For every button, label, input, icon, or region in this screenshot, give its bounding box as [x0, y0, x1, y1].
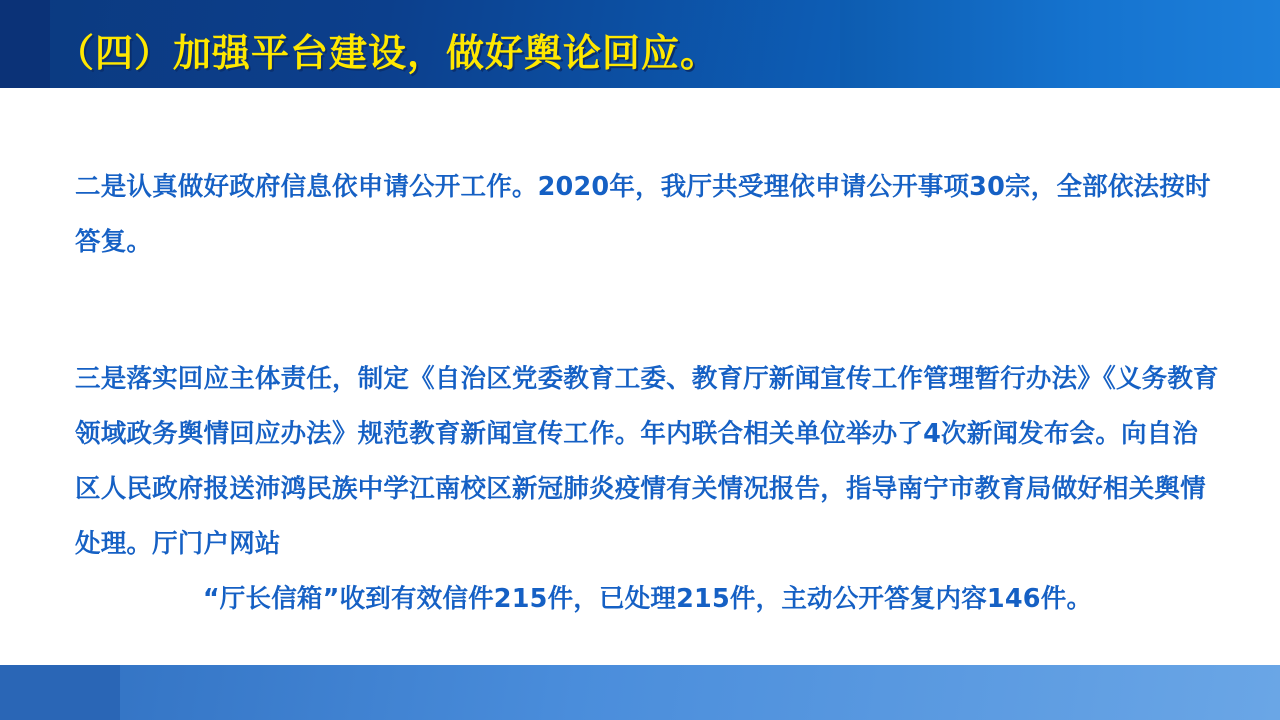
banner-right-highlight: [840, 0, 1280, 88]
paragraph-two: [75, 352, 1220, 627]
banner-left-accent: [0, 0, 50, 88]
slide-title: （四）加强平台建设，做好舆论回应。: [56, 31, 720, 75]
paragraph-two-last-line: “厅长信箱”收到有效信件215件，已处理215件，主动公开答复内容146件。: [202, 584, 1093, 614]
banner-divider: [0, 88, 1280, 94]
paragraph-two-main: 三是落实回应主体责任，制定《自治区党委教育工委、教育厅新闻宣传工作管理暂行办法》《义务教育领域政务舆情回应办法》规范教育新闻宣传工作。年内联合相关单位举办了4次新闻发布会。向自治区人民政府报送沛鸿民族中学江南校区新冠肺炎疫情有关情况报告，指导南宁市教育局做好相关舆情处理。厅门户网站: [75, 364, 1219, 559]
slide-body: [75, 160, 1219, 627]
footer-left-accent: [0, 665, 120, 720]
slide-header-banner: [0, 0, 1280, 88]
slide-footer-bar: [0, 665, 1280, 720]
paragraph-one: 二是认真做好政府信息依申请公开工作。2020年，我厅共受理依申请公开事项30宗，全部依法按时答复。: [75, 172, 1211, 257]
